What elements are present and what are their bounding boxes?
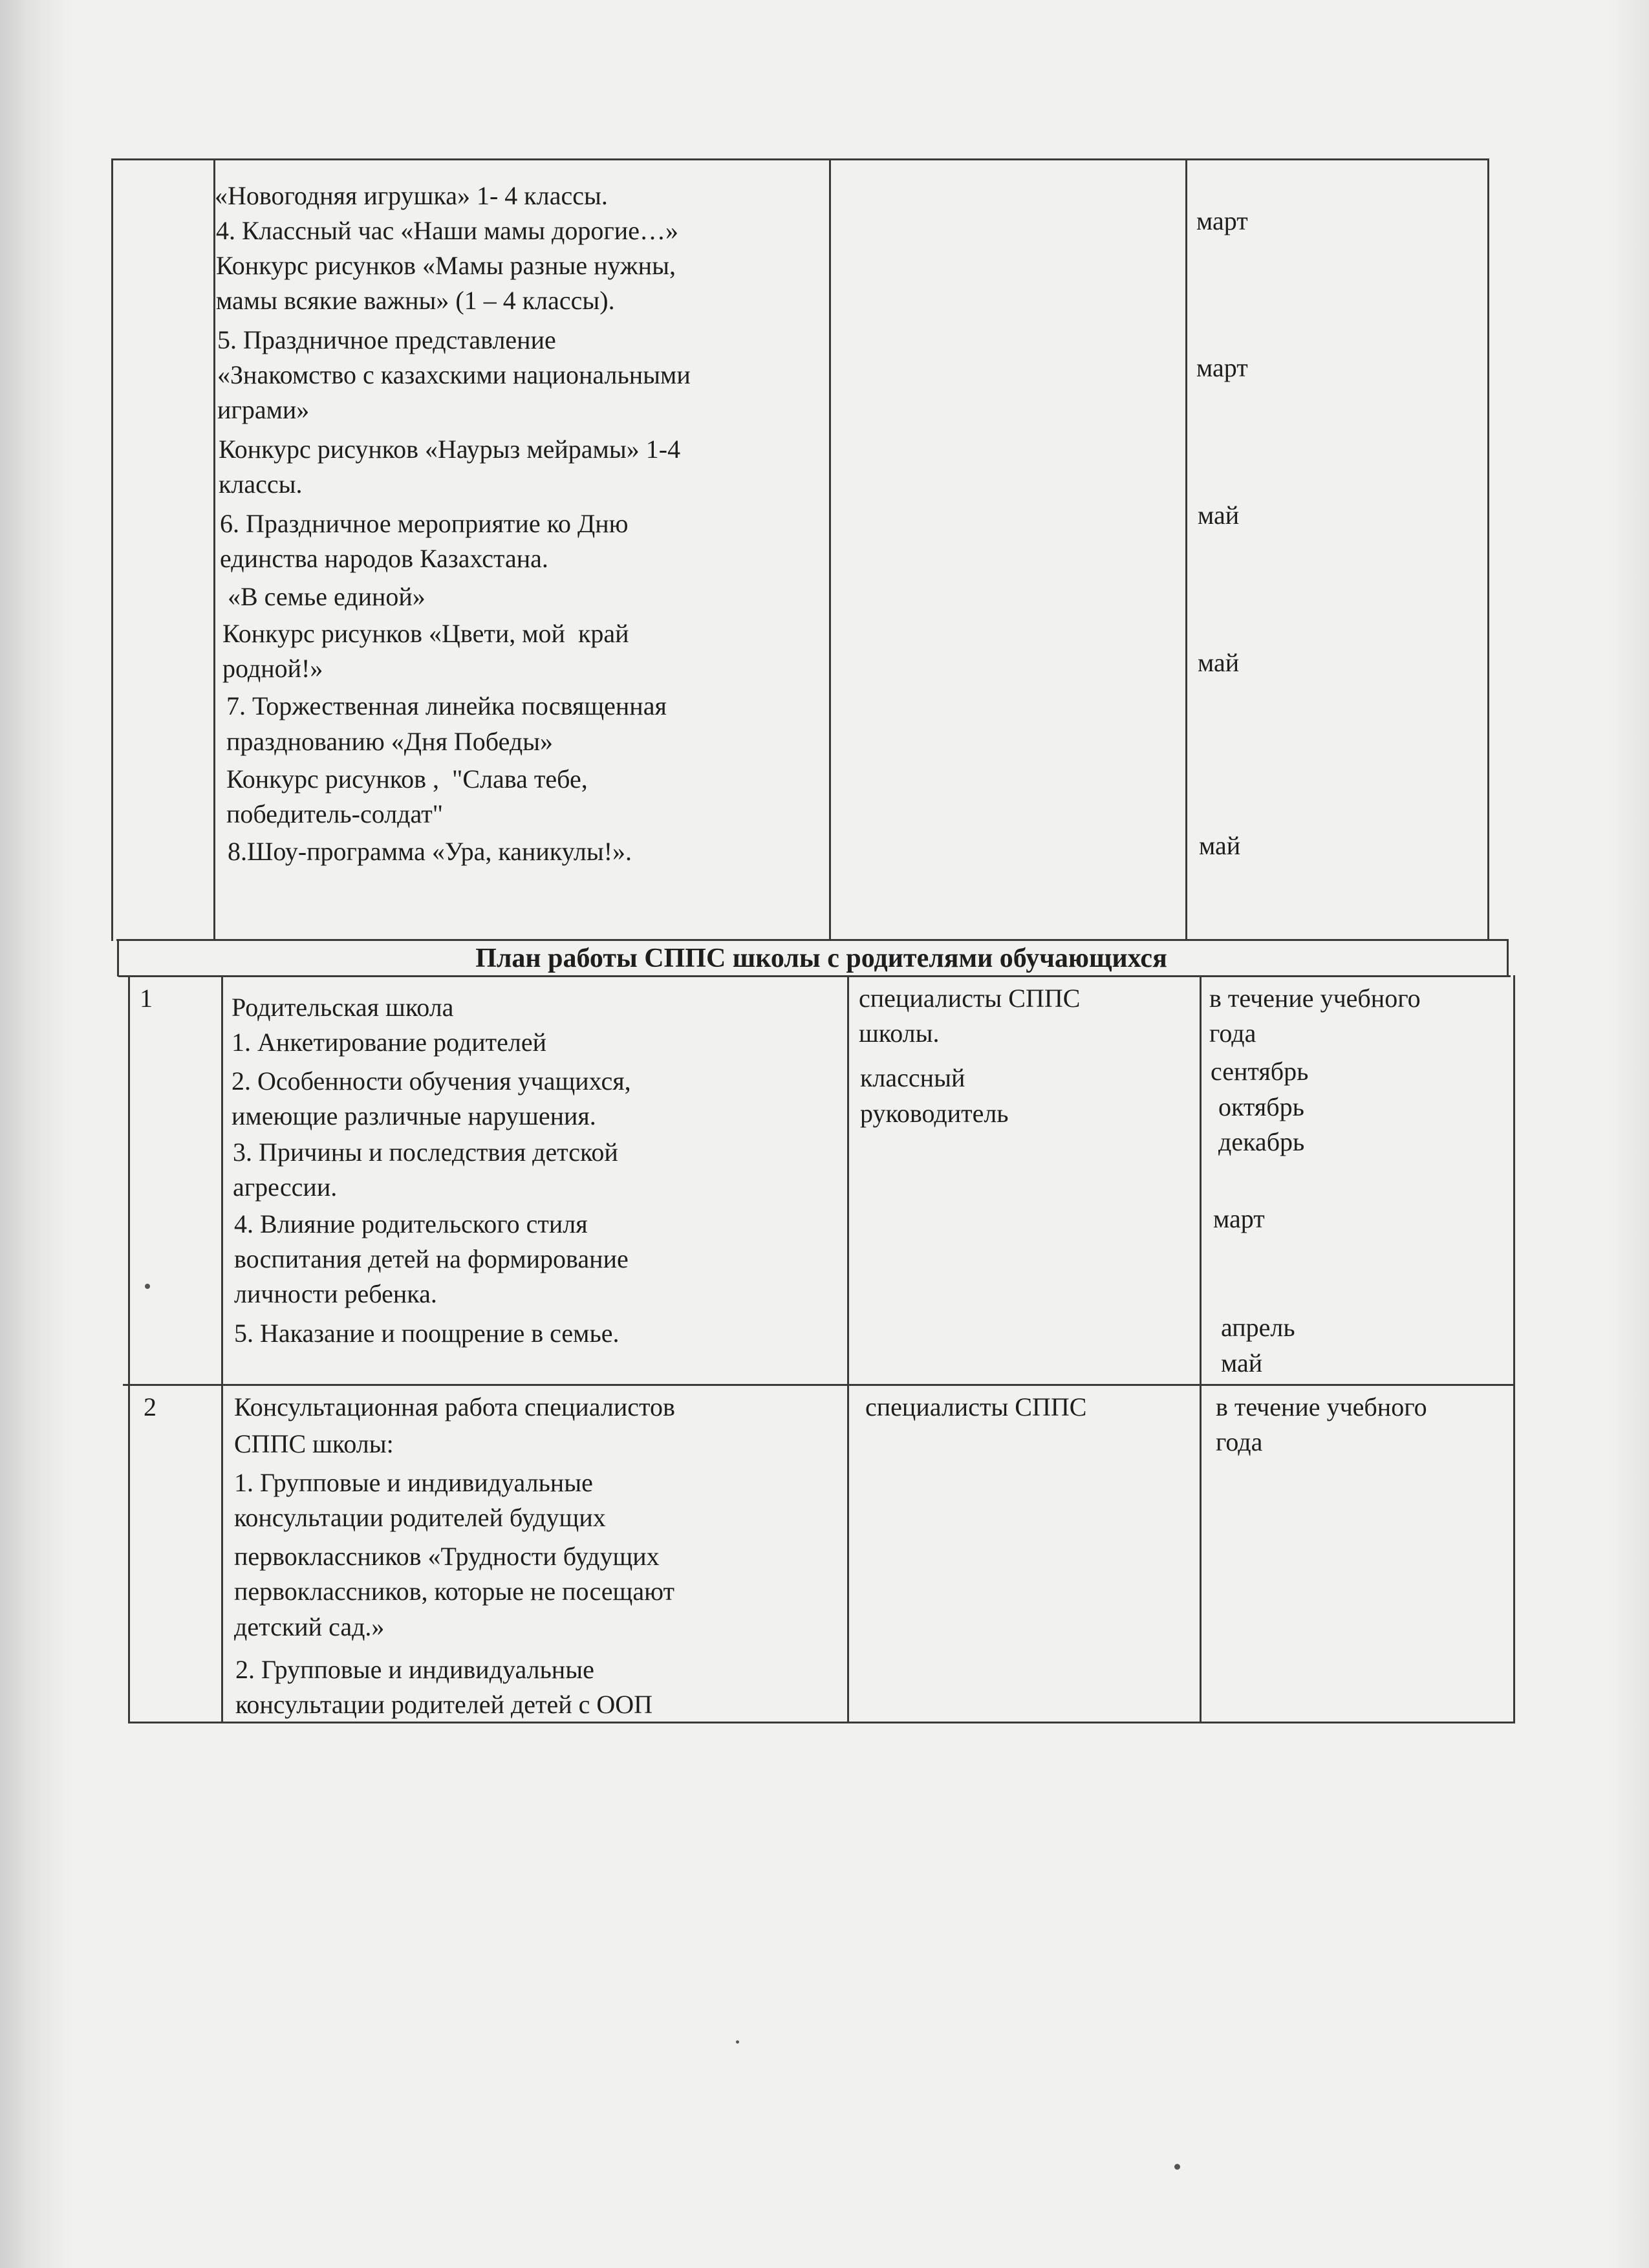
scan-speck: [1174, 2164, 1180, 2170]
activity-line: 5. Наказание и поощрение в семье.: [234, 1319, 620, 1348]
date-cell: март: [1196, 206, 1248, 235]
activity-line: 6. Праздничное мероприятие ко Дню: [220, 509, 629, 538]
date-cell: март: [1196, 353, 1248, 382]
scan-right-edge-shadow: [1610, 0, 1649, 2268]
activity-line: Консультационная работа специалистов: [234, 1392, 675, 1421]
responsible-line: специалисты СППС: [865, 1392, 1087, 1421]
activity-line: Конкурс рисунков «Цвети, мой край: [222, 619, 629, 648]
responsible-line: школы.: [859, 1019, 940, 1048]
row-number: 2: [144, 1392, 156, 1421]
activity-line: 2. Особенности обучения учащихся,: [232, 1066, 631, 1096]
column-divider: [1200, 975, 1202, 1723]
activity-line: имеющие различные нарушения.: [232, 1101, 596, 1130]
activity-line: 5. Праздничное представление: [217, 325, 556, 354]
date-cell: года: [1216, 1427, 1263, 1456]
date-cell: март: [1213, 1204, 1265, 1233]
activity-line: родной!»: [222, 654, 323, 683]
activity-line: агрессии.: [233, 1172, 338, 1202]
activity-line: СППС школы:: [234, 1429, 394, 1458]
table-left-border: [128, 975, 130, 1723]
date-cell: сентябрь: [1211, 1057, 1309, 1086]
table-right-border: [1487, 158, 1489, 941]
table-right-border: [1513, 975, 1515, 1723]
activity-line: победитель-солдат": [226, 799, 444, 828]
activity-line: детский сад.»: [234, 1612, 385, 1641]
date-cell: декабрь: [1212, 1127, 1305, 1156]
date-cell: май: [1198, 648, 1240, 677]
column-divider: [1185, 158, 1187, 941]
activity-line: празднованию «Дня Победы»: [226, 727, 554, 756]
activity-line: «Новогодняя игрушка» 1- 4 классы.: [215, 181, 608, 210]
row-number: 1: [140, 984, 153, 1013]
activity-line: 4. Классный час «Наши мамы дорогие…»: [216, 216, 678, 245]
table-left-border: [111, 158, 113, 941]
responsible-line: специалисты СППС: [859, 984, 1081, 1013]
activity-line: 8.Шоу-программа «Ура, каникулы!».: [228, 837, 632, 866]
activity-line: воспитания детей на формирование: [234, 1244, 629, 1273]
activity-line: играми»: [217, 395, 310, 424]
activity-line: 2. Групповые и индивидуальные: [235, 1655, 594, 1684]
scan-speck: [145, 1284, 150, 1289]
activity-line: единства народов Казахстана.: [220, 544, 548, 573]
activity-line: 3. Причины и последствия детской: [233, 1138, 618, 1167]
activity-line: первоклассников «Трудности будущих: [234, 1542, 660, 1571]
activity-line: «Знакомство с казахскими национальными: [217, 360, 691, 389]
activity-line: 1. Групповые и индивидуальные: [234, 1468, 593, 1497]
column-divider: [829, 158, 831, 941]
activity-line: личности ребенка.: [234, 1279, 437, 1308]
date-cell: май: [1199, 831, 1241, 860]
scan-left-edge-shadow: [0, 0, 71, 2268]
date-cell: апрель: [1221, 1313, 1295, 1342]
row-divider: [123, 1384, 1513, 1386]
activity-line: 4. Влияние родительского стиля: [234, 1209, 588, 1238]
activity-line: первоклассников, которые не посещают: [234, 1577, 674, 1606]
date-cell: в течение учебного: [1209, 984, 1421, 1013]
activity-line: классы.: [219, 470, 303, 499]
activity-line: консультации родителей детей с ООП: [235, 1690, 653, 1719]
activity-line: Конкурс рисунков , "Слава тебе,: [226, 764, 588, 794]
scan-speck: [736, 2040, 739, 2044]
activity-line: Родительская школа: [232, 993, 454, 1022]
responsible-line: руководитель: [860, 1099, 1009, 1128]
date-cell: в течение учебного: [1216, 1392, 1427, 1421]
date-cell: года: [1209, 1019, 1256, 1048]
activity-line: «В семье единой»: [221, 582, 426, 611]
table-top-border: [111, 158, 1489, 160]
date-cell: май: [1221, 1348, 1263, 1377]
column-divider: [213, 158, 215, 941]
date-cell: май: [1198, 501, 1240, 530]
activity-line: консультации родителей будущих: [234, 1503, 606, 1532]
column-divider: [847, 975, 849, 1723]
activity-line: 7. Торжественная линейка посвященная: [226, 691, 667, 720]
section-title: План работы СППС школы с родителями обучающихся: [475, 944, 1167, 973]
activity-line: 1. Анкетирование родителей: [232, 1028, 547, 1057]
responsible-line: классный: [860, 1063, 965, 1092]
activity-line: Конкурс рисунков «Наурыз мейрамы» 1-4: [219, 435, 681, 464]
table-left-border: [117, 939, 119, 977]
column-divider: [221, 975, 223, 1723]
activity-line: Конкурс рисунков «Мамы разные нужны,: [216, 251, 676, 280]
date-cell: октябрь: [1212, 1092, 1304, 1121]
activity-line: мамы всякие важны» (1 – 4 классы).: [216, 286, 615, 315]
